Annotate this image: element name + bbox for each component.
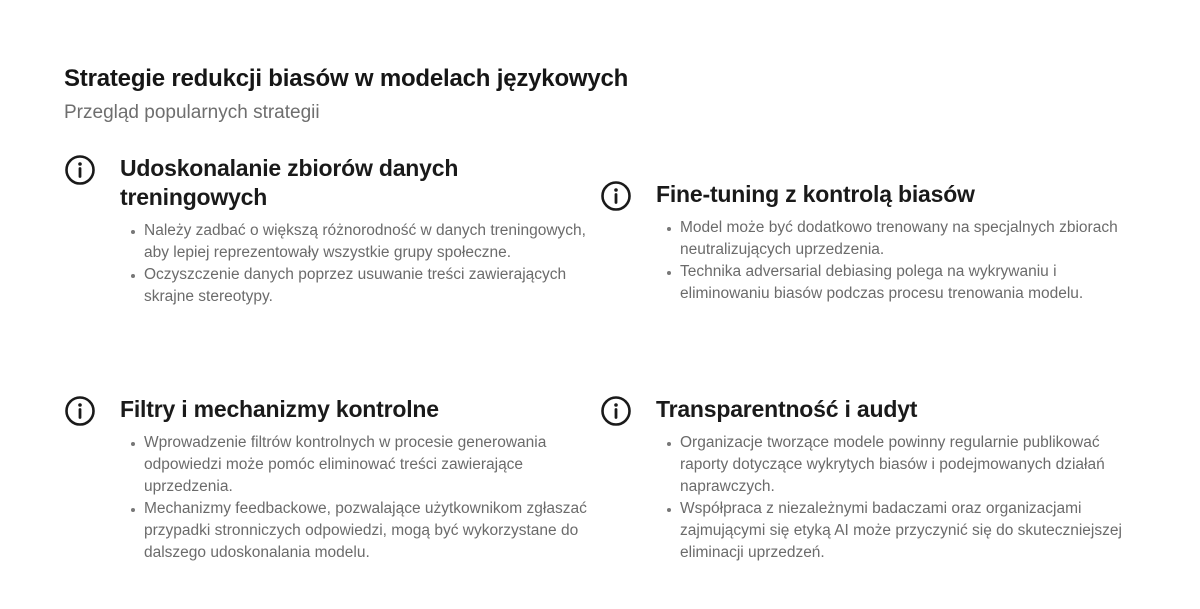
info-circle-icon — [600, 180, 632, 212]
bullet-item: Organizacje tworzące modele powinny regularnie publikować raporty dotyczące wykrytych biasów i podejmowanych działań naprawczych. — [680, 432, 1136, 498]
bullet-item: Oczyszczenie danych poprzez usuwanie treści zawierających skrajne stereotypy. — [144, 264, 600, 308]
card-title: Udoskonalanie zbiorów danych treningowych — [120, 155, 459, 210]
bullet-list — [656, 432, 1136, 564]
bullet-item: Model może być dodatkowo trenowany na specjalnych zbiorach neutralizujących uprzedzenia. — [680, 217, 1136, 261]
bullet-list — [120, 220, 600, 308]
bullet-item: Mechanizmy feedbackowe, pozwalające użytkownikom zgłaszać przypadki stronniczych odpowiedzi, mogą być wykorzystane do dalszego udoskonalania modelu. — [144, 498, 600, 564]
card-title: Fine-tuning z kontrolą biasów — [656, 181, 975, 207]
card-title: Transparentność i audyt — [656, 396, 918, 422]
bullet-item: Współpraca z niezależnymi badaczami oraz organizacjami zajmującymi się etyką AI może przyczynić się do skuteczniejszej eliminacji uprzedzeń. — [680, 498, 1136, 564]
bullet-item: Należy zadbać o większą różnorodność w danych treningowych, aby lepiej reprezentowały wszystkie grupy społeczne. — [144, 220, 600, 264]
info-circle-icon — [600, 395, 632, 427]
info-circle-icon — [64, 154, 96, 186]
card-title: Filtry i mechanizmy kontrolne — [120, 396, 439, 422]
bullet-list — [120, 432, 600, 564]
bullet-list — [656, 217, 1136, 305]
bullet-item: Technika adversarial debiasing polega na wykrywaniu i eliminowaniu biasów podczas procesu trenowania modelu. — [680, 261, 1136, 305]
page-title: Strategie redukcji biasów w modelach językowych — [64, 65, 629, 92]
page-subtitle: Przegląd popularnych strategii — [64, 102, 320, 123]
bullet-item: Wprowadzenie filtrów kontrolnych w procesie generowania odpowiedzi może pomóc eliminować treści zawierające uprzedzenia. — [144, 432, 600, 498]
info-circle-icon — [64, 395, 96, 427]
